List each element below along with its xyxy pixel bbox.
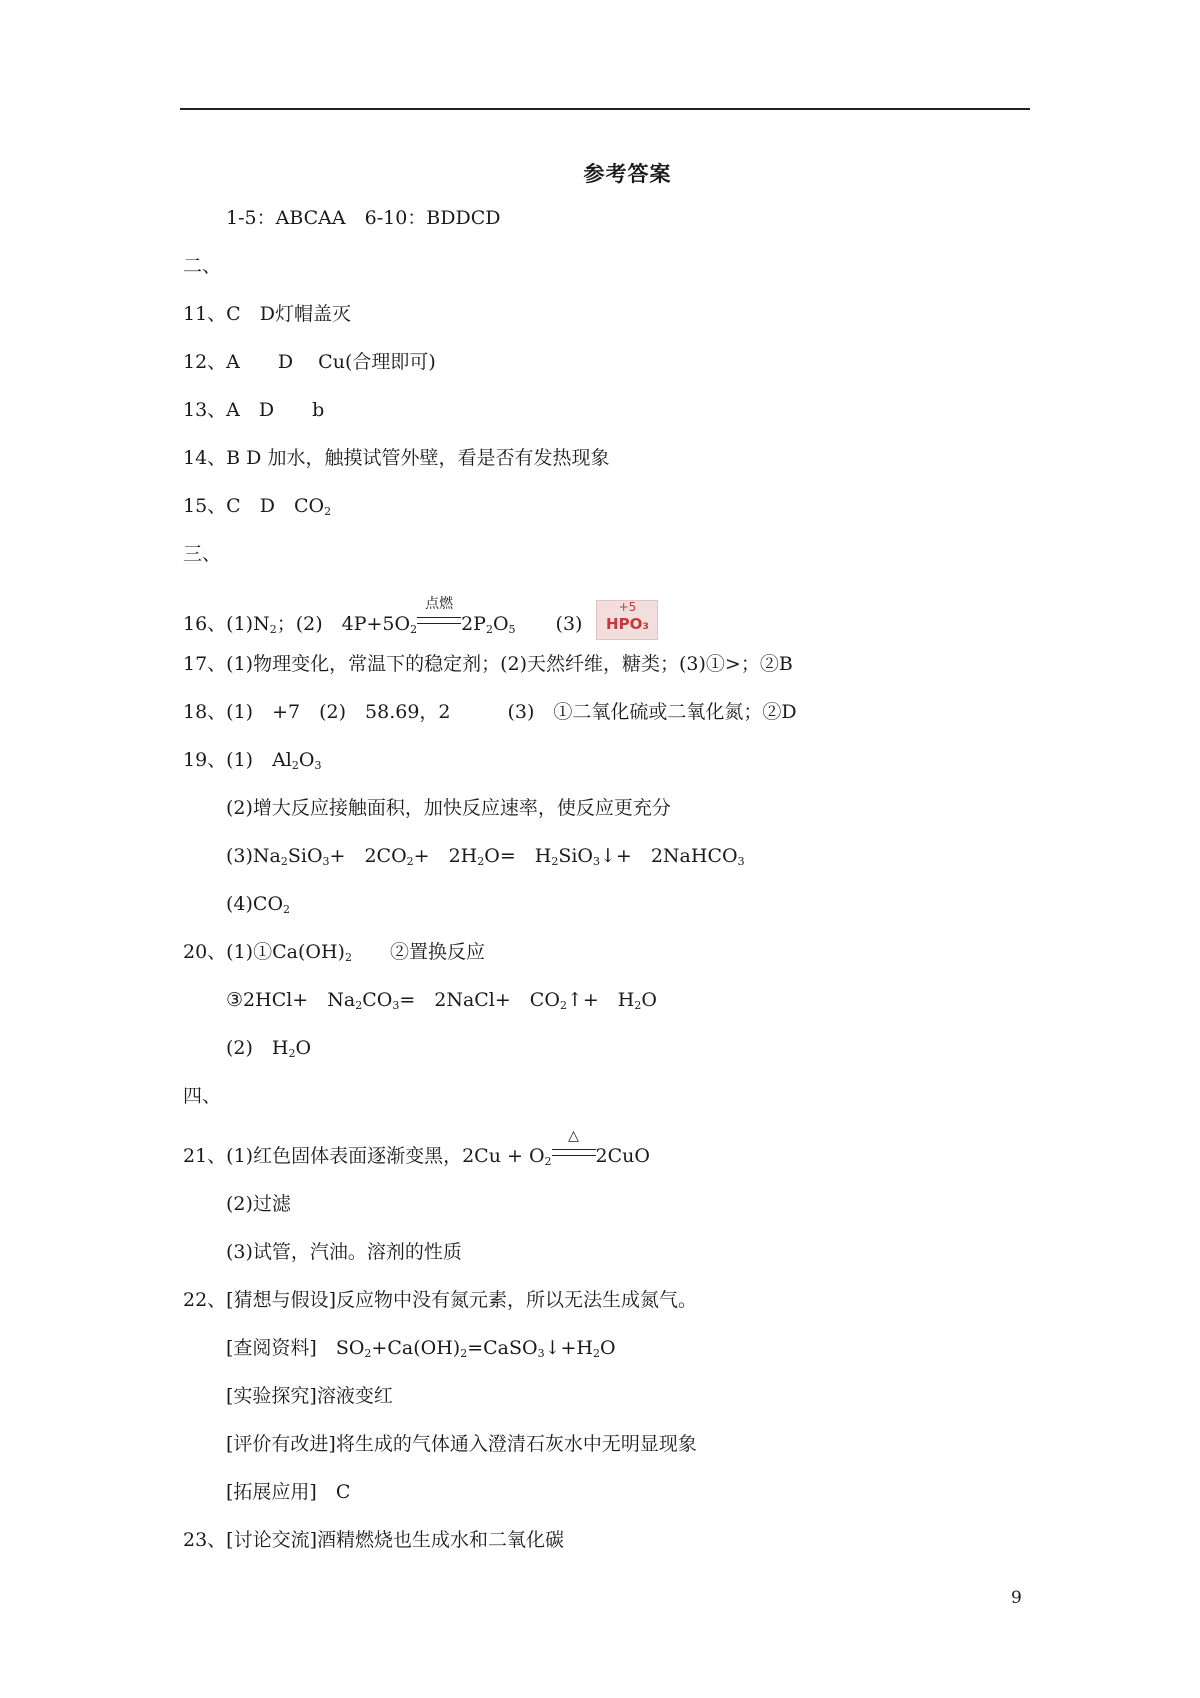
answer-17: 17、(1)物理变化，常温下的稳定剂；(2)天然纤维，糖类；(3)①>；②B [183,653,793,675]
answer-11: 11、C D灯帽盖灭 [183,303,351,325]
answer-21-3: (3)试管，汽油。溶剂的性质 [226,1241,462,1263]
answer-16: 16、$(1)N_2$；(2) $4P+5O_2$ 点燃 $2P_2O_5$ (3) +5 HPO₃ [183,600,658,643]
answer-13: 13、A D b [183,399,325,421]
answer-22-evaluation: [评价有改进]将生成的气体通入澄清石灰水中无明显现象 [226,1433,697,1455]
mc-answers: 1-5：ABCAA 6-10：BDDCD [226,207,501,229]
answer-21-1: 21、(1)红色固体表面逐渐变黑，$2Cu + O_2$ △ 2CuO [183,1128,650,1168]
page-number: 9 [1011,1588,1022,1608]
answer-12: 12、A D Cu(合理即可) [183,351,436,373]
answer-21-2: (2)过滤 [226,1193,291,1215]
answer-15: 15、C D $CO_2$ [183,495,332,518]
reaction-condition-arrow: 点燃 [417,611,461,637]
answer-20-1c: ③2HCl+ $Na_2CO_3=$ 2NaCl+ $CO_2↑+$ $H_2O$ [226,989,657,1012]
section-four-heading: 四、 [183,1085,222,1107]
answer-18: 18、(1) +7 (2) 58.69，2 (3) ①二氧化硫或二氧化氮；②D [183,701,797,723]
answer-20-1: 20、$(1)①Ca(OH)_2$ ②置换反应 [183,941,485,964]
answer-14: 14、B D 加水，触摸试管外壁，看是否有发热现象 [183,447,610,469]
answer-22-hypothesis: 22、[猜想与假设]反应物中没有氮元素，所以无法生成氮气。 [183,1289,698,1311]
answer-22-application: [拓展应用] C [226,1481,351,1503]
answer-19-1: 19、(1) $Al_2O_3$ [183,749,322,772]
page-title: 参考答案 [583,162,672,186]
answer-19-4: $(4)CO_2$ [226,893,291,916]
answer-19-2: (2)增大反应接触面积，加快反应速率，使反应更充分 [226,797,671,819]
answer-22-experiment: [实验探究]溶液变红 [226,1385,393,1407]
header-rule [180,108,1030,110]
answer-23: 23、[讨论交流]酒精燃烧也生成水和二氧化碳 [183,1529,565,1551]
answer-19-3: $(3)Na_2SiO_3+$ $2CO_2+$ $2H_2O=$ $H_2SiO_3↓+$ 2NaHCO$_3$ [226,845,745,868]
section-three-heading: 三、 [183,543,222,565]
heat-condition-arrow: △ [552,1143,596,1169]
section-two-heading: 二、 [183,255,222,277]
hpo3-formula-image: +5 HPO₃ [596,600,658,640]
answer-22-reference: [查阅资料] $SO_2+Ca(OH)_2=CaSO_3↓+H_2O$ [226,1337,616,1360]
answer-20-2: (2) $H_2O$ [226,1037,312,1060]
